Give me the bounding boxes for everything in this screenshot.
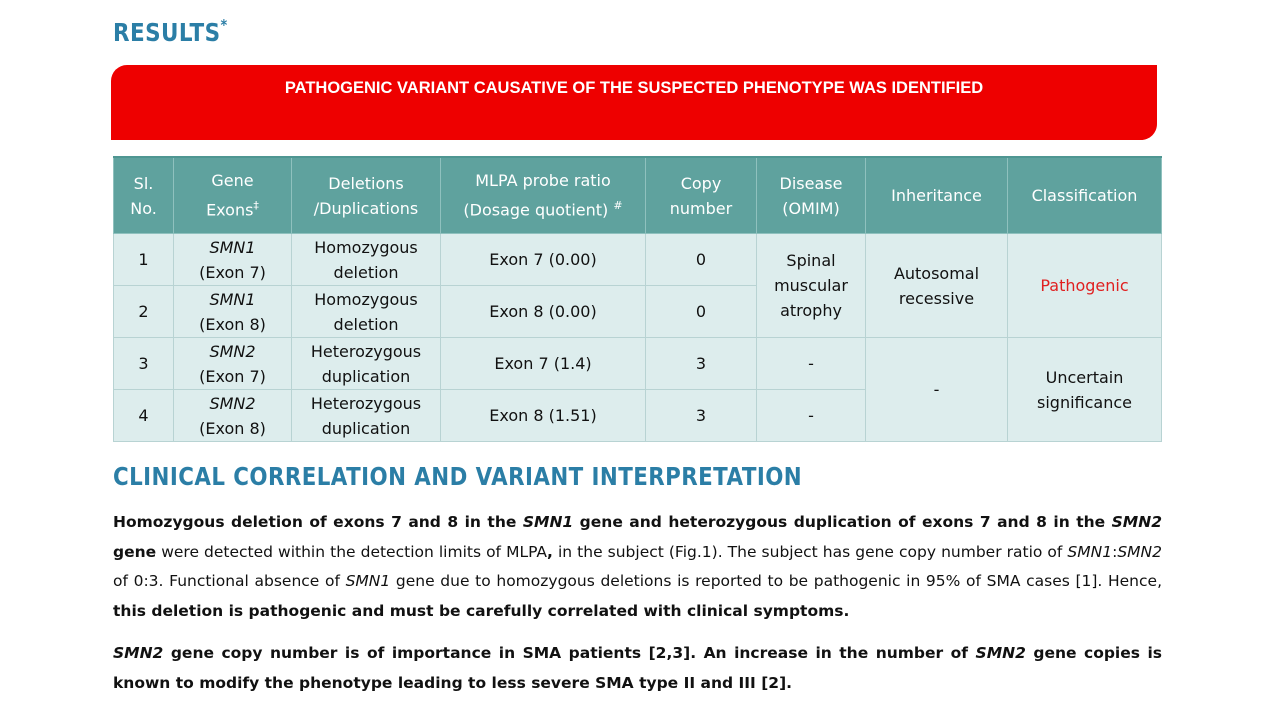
cell-sl: 2 xyxy=(114,286,174,338)
cell-ratio: Exon 8 (0.00) xyxy=(441,286,646,338)
cell-gene: SMN1 (Exon 7) xyxy=(174,234,292,286)
header-classification: Classification xyxy=(1008,157,1162,234)
cell-ratio: Exon 7 (1.4) xyxy=(441,338,646,390)
clinical-heading: CLINICAL CORRELATION AND VARIANT INTERPRETATION xyxy=(113,462,803,491)
result-banner xyxy=(111,65,1157,140)
header-disease: Disease (OMIM) xyxy=(757,157,866,234)
cell-disease-sma: Spinal muscular atrophy xyxy=(757,234,866,338)
results-title: RESULTS xyxy=(113,18,221,47)
header-copy-number: Copy number xyxy=(646,157,757,234)
cell-type: Homozygous deletion xyxy=(292,286,441,338)
cell-copy: 3 xyxy=(646,390,757,442)
cell-disease: - xyxy=(757,338,866,390)
cell-classification-pathogenic: Pathogenic xyxy=(1008,234,1162,338)
cell-sl: 1 xyxy=(114,234,174,286)
cell-inheritance-smn2: - xyxy=(866,338,1008,442)
banner-text: PATHOGENIC VARIANT CAUSATIVE OF THE SUSPECTED PHENOTYPE WAS IDENTIFIED xyxy=(284,79,984,97)
cell-type: Heterozygous duplication xyxy=(292,338,441,390)
table-header-row xyxy=(114,157,1162,234)
cell-copy: 3 xyxy=(646,338,757,390)
cell-gene: SMN2 (Exon 7) xyxy=(174,338,292,390)
header-deletions: Deletions /Duplications xyxy=(292,157,441,234)
cell-type: Heterozygous duplication xyxy=(292,390,441,442)
cell-classification-uncertain: Uncertain significance xyxy=(1008,338,1162,442)
cell-ratio: Exon 8 (1.51) xyxy=(441,390,646,442)
cell-disease: - xyxy=(757,390,866,442)
cell-type: Homozygous deletion xyxy=(292,234,441,286)
cell-inheritance-smn1: Autosomal recessive xyxy=(866,234,1008,338)
cell-sl: 3 xyxy=(114,338,174,390)
cell-copy: 0 xyxy=(646,234,757,286)
header-mlpa-ratio: MLPA probe ratio (Dosage quotient) # xyxy=(441,157,646,234)
cell-gene: SMN2 (Exon 8) xyxy=(174,390,292,442)
table-row xyxy=(114,234,1162,286)
interpretation-paragraph-1: Homozygous deletion of exons 7 and 8 in the SMN1 gene and heterozygous duplication of exons 7 and 8 in the SMN2 gene were detected within the detection limits of MLPA, in the subject (Fig.1). The subject has gene copy number ratio of SMN1:SMN2 of 0:3. Functional absence of SMN1 gene due to homozygous deletions is reported to be pathogenic in 95% of SMA cases [1]. Hence, this deletion is pathogenic and must be carefully correlated with clinical symptoms. xyxy=(113,513,1162,620)
header-sl-no: Sl. No. xyxy=(114,157,174,234)
header-gene-exons: Gene Exons‡ xyxy=(174,157,292,234)
results-table xyxy=(113,156,1162,442)
interpretation-paragraph-2: SMN2 gene copy number is of importance in SMA patients [2,3]. An increase in the number of SMN2 gene copies is known to modify the phenotype leading to less severe SMA type II and III [2]. xyxy=(113,644,1163,692)
results-heading xyxy=(113,18,228,47)
header-inheritance: Inheritance xyxy=(866,157,1008,234)
table-row xyxy=(114,338,1162,390)
cell-gene: SMN1 (Exon 8) xyxy=(174,286,292,338)
cell-copy: 0 xyxy=(646,286,757,338)
results-footnote-mark: * xyxy=(220,16,228,34)
cell-sl: 4 xyxy=(114,390,174,442)
cell-ratio: Exon 7 (0.00) xyxy=(441,234,646,286)
